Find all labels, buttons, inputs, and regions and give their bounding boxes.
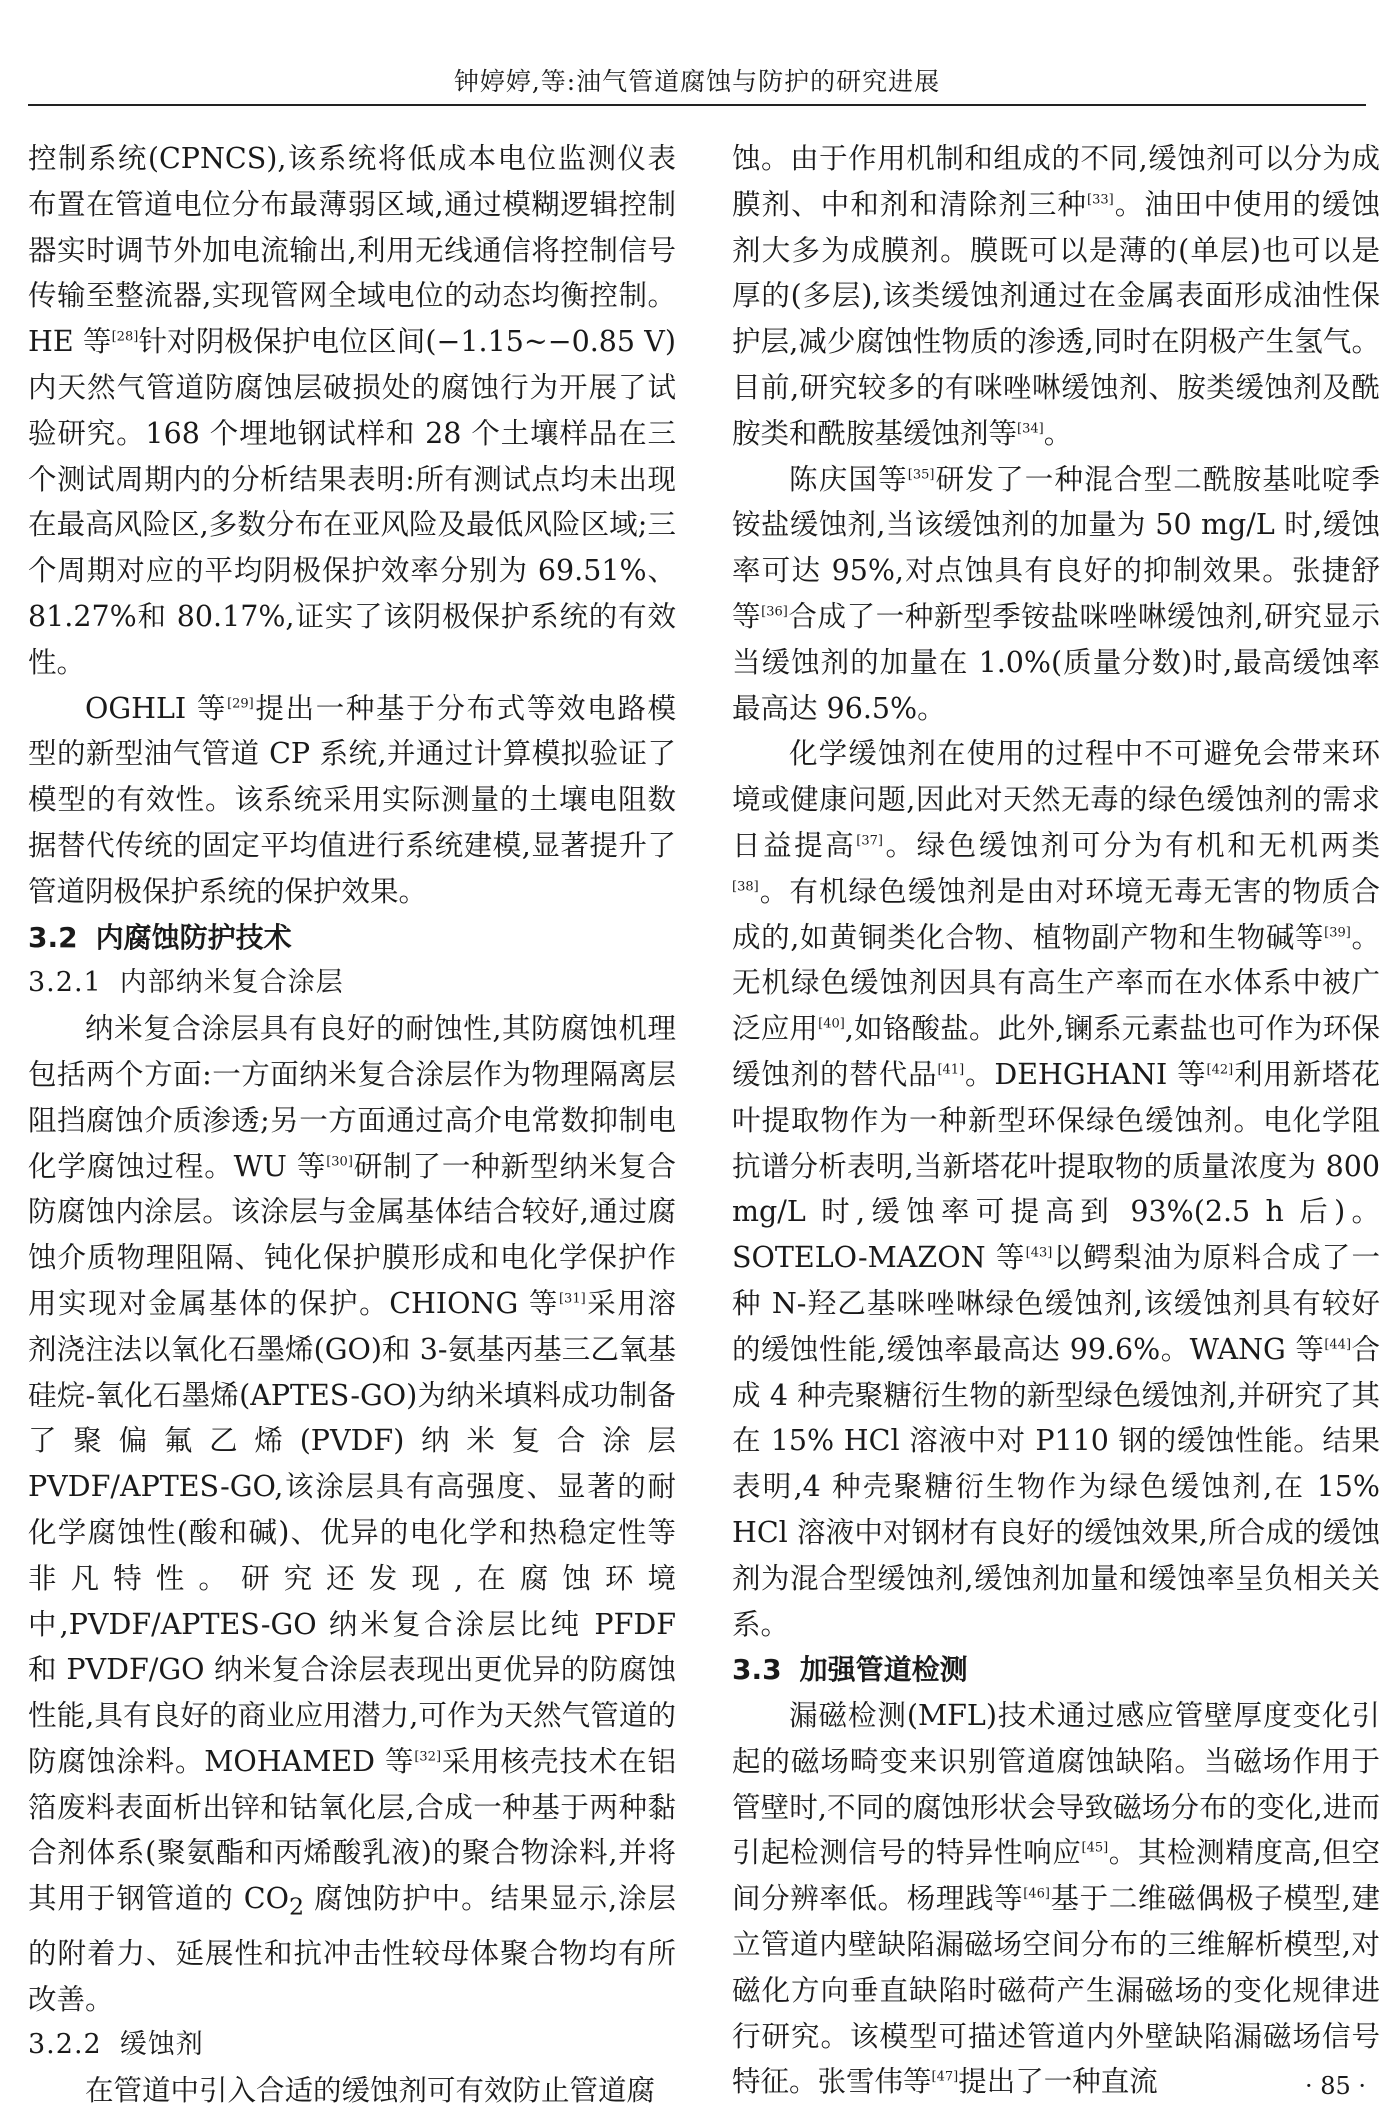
citation: [45] xyxy=(1081,1840,1109,1856)
citation: [28] xyxy=(111,329,139,345)
section-heading-3-3: 3.3 加强管道检测 xyxy=(732,1653,968,1687)
citation: [37] xyxy=(856,833,883,849)
paragraph: 化学缓蚀剂在使用的过程中不可避免会带来环境或健康问题,因此对天然无毒的绿色缓蚀剂的需求日益提高[37]。绿色缓蚀剂可分为有机和无机两类[38]。有机绿色缓蚀剂是由对环境无毒无害的物质合成的,如黄铜类化合物、植物副产物和生物碱等[39]。无机绿色缓蚀剂因具有高生产率而在水体系中被广泛应用[40],如铬酸盐。此外,镧系元素盐也可作为环保缓蚀剂的替代品[41]。DEHGHANI 等[42]利用新塔花叶提取物作为一种新型环保绿色缓蚀剂。电化学阻抗谱分析表明,当新塔花叶提取物的质量浓度为 800 mg/L 时,缓蚀率可提高到 93%(2.5 h 后)。SOTELO-MAZON 等[43]以鳄梨油为原料合成了一种 N-羟乙基咪唑啉绿色缓蚀剂,该缓蚀剂具有较好的缓蚀性能,缓蚀率最高达 99.6%。WANG 等[44]合成 4 种壳聚糖衍生物的新型绿色缓蚀剂,并研究了其在 15% HCl 溶液中对 P110 钢的缓蚀性能。结果表明,4 种壳聚糖衍生物作为绿色缓蚀剂,在 15% HCl 溶液中对钢材有良好的缓蚀效果,所合成的缓蚀剂为混合型缓蚀剂,缓蚀剂加量和缓蚀率呈负相关关系。 xyxy=(732,737,1380,1641)
right-column xyxy=(732,136,1380,2105)
citation: [32] xyxy=(414,1749,442,1765)
citation: [38] xyxy=(732,879,759,895)
left-column xyxy=(28,136,676,2114)
citation: [35] xyxy=(907,467,935,483)
paragraph: 纳米复合涂层具有良好的耐蚀性,其防腐蚀机理包括两个方面:一方面纳米复合涂层作为物理隔离层阻挡腐蚀介质渗透;另一方面通过高介电常数抑制电化学腐蚀过程。WU 等[30]研制了一种新型纳米复合防腐蚀内涂层。该涂层与金属基体结合较好,通过腐蚀介质物理阻隔、钝化保护膜形成和电化学保护作用实现对金属基体的保护。CHIONG 等[31]采用溶剂浇注法以氧化石墨烯(GO)和 3-氨基丙基三乙氧基硅烷-氧化石墨烯(APTES-GO)为纳米填料成功制备了聚偏氟乙烯(PVDF)纳米复合涂层 PVDF/APTES-GO,该涂层具有高强度、显著的耐化学腐蚀性(酸和碱)、优异的电化学和热稳定性等非凡特性。研究还发现,在腐蚀环境中,PVDF/APTES-GO 纳米复合涂层比纯 PFDF 和 PVDF/GO 纳米复合涂层表现出更优异的防腐蚀性能,具有良好的商业应用潜力,可作为天然气管道的防腐蚀涂料。MOHAMED 等[32]采用核壳技术在铝箔废料表面析出锌和钴氧化层,合成一种基于两种黏合剂体系(聚氨酯和丙烯酸乳液)的聚合物涂料,并将其用于钢管道的 $CO_2$ 腐蚀防护中。结果显示,涂层的附着力、延展性和抗冲击性较母体聚合物均有所改善。 xyxy=(28,1012,677,2016)
paragraph: 在管道中引入合适的缓蚀剂可有效防止管道腐 xyxy=(85,2074,656,2108)
citation: [30] xyxy=(326,1154,353,1170)
citation: [42] xyxy=(1206,1062,1234,1078)
citation: [46] xyxy=(1023,1886,1050,1902)
paragraph: 控制系统(CPNCS),该系统将低成本电位监测仪表布置在管道电位分布最薄弱区域,通过模糊逻辑控制器实时调节外加电流输出,利用无线通信将控制信号传输至整流器,实现管网全域电位的动态均衡控制。HE 等[28]针对阴极保护电位区间(−1.15~−0.85 V)内天然气管道防腐蚀层破损处的腐蚀行为开展了试验研究。168 个埋地钢试样和 28 个土壤样品在三个测试周期内的分析结果表明:所有测试点均未出现在最高风险区,多数分布在亚风险及最低风险区域;三个周期对应的平均阴极保护效率分别为 69.51%、81.27%和 80.17%,证实了该阴极保护系统的有效性。 xyxy=(28,142,677,679)
paragraph: 蚀。由于作用机制和组成的不同,缓蚀剂可以分为成膜剂、中和剂和清除剂三种[33]。油田中使用的缓蚀剂大多为成膜剂。膜既可以是薄的(单层)也可以是厚的(多层),该类缓蚀剂通过在金属表面形成油性保护层,减少腐蚀性物质的渗透,同时在阴极产生氢气。目前,研究较多的有咪唑啉缓蚀剂、胺类缓蚀剂及酰胺类和酰胺基缓蚀剂等[34]。 xyxy=(732,142,1380,450)
citation: [34] xyxy=(1017,421,1044,437)
citation: [43] xyxy=(1025,1245,1053,1261)
citation: [41] xyxy=(937,1062,965,1078)
subsection-heading-3-2-2: 3.2.2 缓蚀剂 xyxy=(28,2029,204,2061)
citation: [31] xyxy=(558,1291,586,1307)
citation: [47] xyxy=(931,2069,959,2085)
subsection-heading-3-2-1: 3.2.1 内部纳米复合涂层 xyxy=(28,967,344,999)
section-heading-3-2: 3.2 内腐蚀防护技术 xyxy=(28,920,292,954)
paragraph: OGHLI 等[29]提出一种基于分布式等效电路模型的新型油气管道 CP 系统,并通过计算模拟验证了模型的有效性。该系统采用实际测量的土壤电阻数据替代传统的固定平均值进行系统建模,显著提升了管道阴极保护系统的保护效果。 xyxy=(28,691,676,908)
paragraph: 陈庆国等[35]研发了一种混合型二酰胺基吡啶季铵盐缓蚀剂,当该缓蚀剂的加量为 50 mg/L 时,缓蚀率可达 95%,对点蚀具有良好的抑制效果。张捷舒等[36]合成了一种新型季铵盐咪唑啉缓蚀剂,研究显示当缓蚀剂的加量在 1.0%(质量分数)时,最高缓蚀率最高达 96.5%。 xyxy=(732,462,1380,725)
paragraph: 漏磁检测(MFL)技术通过感应管壁厚度变化引起的磁场畸变来识别管道腐蚀缺陷。当磁场作用于管壁时,不同的腐蚀形状会导致磁场分布的变化,进而引起检测信号的特异性响应[45]。其检测精度高,但空间分辨率低。杨理践等[46]基于二维磁偶极子模型,建立管道内壁缺陷漏磁场空间分布的三维解析模型,对磁化方向垂直缺陷时磁荷产生漏磁场的变化规律进行研究。该模型可描述管道内外壁缺陷漏磁场信号特征。张雪伟等[47]提出了一种直流 xyxy=(732,1699,1380,2099)
citation: [40] xyxy=(818,1016,845,1032)
subscript: 2 xyxy=(288,1892,305,1921)
citation: [44] xyxy=(1324,1337,1352,1353)
citation: [29] xyxy=(227,696,254,712)
citation: [36] xyxy=(761,604,788,620)
citation: [33] xyxy=(1087,192,1114,208)
page-number: · 85 · xyxy=(1304,2072,1366,2100)
header-rule xyxy=(28,104,1366,106)
citation: [39] xyxy=(1324,925,1351,941)
running-title: 钟婷婷,等:油气管道腐蚀与防护的研究进展 xyxy=(453,67,941,96)
